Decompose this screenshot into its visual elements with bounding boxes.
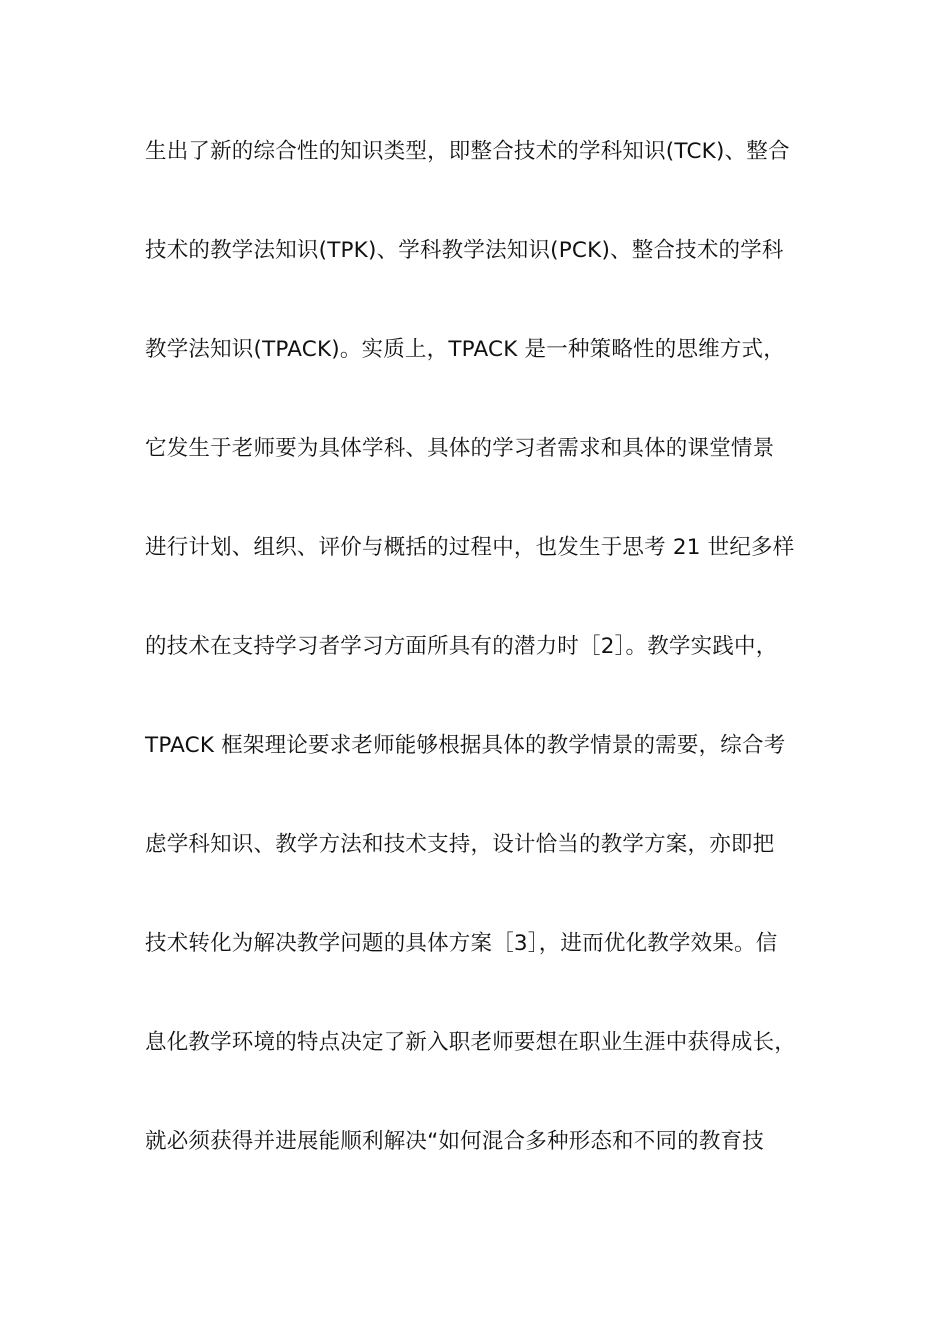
text-line: 息化教学环境的特点决定了新入职老师要想在职业生涯中获得成长， [145, 1030, 797, 1055]
text-line: 生出了新的综合性的知识类型，即整合技术的学科知识(TCK)、整合 [145, 139, 790, 164]
text-line: 进行计划、组织、评价与概括的过程中，也发生于思考 21 世纪多样 [145, 535, 795, 560]
text-line: 就必须获得并进展能顺利解决“如何混合多种形态和不同的教育技 [145, 1129, 764, 1154]
text-line: 技术的教学法知识(TPK)、学科教学法知识(PCK)、整合技术的学科 [145, 238, 784, 263]
text-line: 技术转化为解决教学问题的具体方案［3］，进而优化教学效果。信 [145, 931, 778, 956]
text-line: TPACK 框架理论要求老师能够根据具体的教学情景的需要，综合考 [145, 733, 786, 758]
text-line: 它发生于老师要为具体学科、具体的学习者需求和具体的课堂情景 [145, 436, 775, 461]
text-line: 教学法知识(TPACK)。实质上，TPACK 是一种策略性的思维方式， [145, 337, 785, 362]
text-line: 虑学科知识、教学方法和技术支持，设计恰当的教学方案，亦即把 [145, 832, 775, 857]
text-line: 的技术在支持学习者学习方面所具有的潜力时［2］。教学实践中， [145, 634, 778, 659]
